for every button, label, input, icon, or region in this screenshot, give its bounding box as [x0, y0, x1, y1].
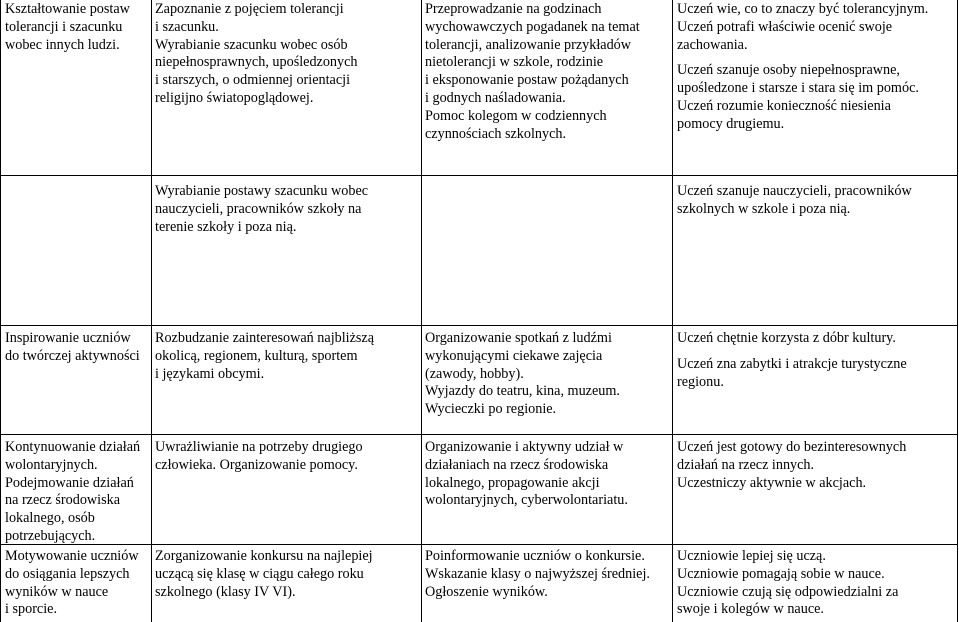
row1-outcome-cell — [677, 1, 928, 134]
cell-line: terenie szkoły i poza nią. — [155, 218, 297, 235]
row3-method-cell — [425, 330, 620, 419]
cell-line: Kształtowanie postaw — [5, 1, 130, 17]
row4-outcome-cell — [677, 439, 906, 492]
cell-line: tolerancji, analizowanie przykładów — [425, 36, 632, 53]
cell-line: Poinformowanie uczniów o konkursie. — [425, 548, 645, 564]
cell-line: i eksponowanie postaw pożądanych — [425, 72, 629, 89]
cell-line: Uczeń szanuje nauczycieli, pracowników — [677, 183, 912, 199]
cell-line: i sporcie. — [5, 601, 58, 618]
cell-line: Ogłoszenie wyników. — [425, 583, 548, 600]
cell-line: Uczeń szanuje osoby niepełnosprawne, — [677, 62, 900, 79]
cell-line: Wskazanie klasy o najwyższej średniej. — [425, 565, 650, 582]
cell-line: wolontaryjnych. — [5, 456, 98, 473]
cell-line: i językami obcymi. — [155, 365, 265, 382]
cell-line: Uczeń chętnie korzysta z dóbr kultury. — [677, 330, 896, 346]
row-divider-4 — [0, 544, 958, 545]
cell-line: wykonującymi ciekawe zajęcia — [425, 347, 603, 364]
row5-task-cell — [155, 548, 373, 601]
row5-outcome-cell — [677, 548, 898, 619]
cell-line: do osiągania lepszych — [5, 565, 130, 582]
row5-goal-cell — [5, 548, 139, 619]
column-divider-2 — [421, 0, 422, 622]
row-divider-2 — [0, 325, 958, 326]
cell-line: niepełnosprawnych, upośledzonych — [155, 54, 358, 71]
row3-goal-cell — [5, 330, 140, 366]
cell-line: działaniach na rzecz środowiska — [425, 456, 609, 473]
cell-line: religijno światopoglądowej. — [155, 89, 314, 106]
cell-line: wychowawczych pogadanek na temat — [425, 18, 640, 35]
cell-line: Uczestniczy aktywnie w akcjach. — [677, 474, 867, 491]
cell-line: Motywowanie uczniów — [5, 548, 139, 564]
row5-method-cell — [425, 548, 650, 601]
cell-line: Zorganizowanie konkursu na najlepiej — [155, 548, 373, 564]
paragraph-gap — [677, 348, 907, 356]
row2-task-cell — [155, 183, 368, 236]
cell-line: Wycieczki po regionie. — [425, 401, 557, 418]
cell-line: wobec innych ludzi. — [5, 36, 120, 53]
row4-task-cell — [155, 439, 363, 475]
cell-line: Uczeń potrafi właściwie ocenić swoje — [677, 18, 893, 35]
row3-task-cell — [155, 330, 374, 383]
cell-line: Organizowanie spotkań z ludźmi — [425, 330, 612, 346]
cell-line: okolicą, regionem, kulturą, sportem — [155, 347, 358, 364]
row-divider-3 — [0, 434, 958, 435]
cell-line: Uczeń jest gotowy do bezinteresownych — [677, 439, 907, 455]
cell-line: uczącą się klasę w ciągu całego roku — [155, 565, 364, 582]
cell-line: Rozbudzanie zainteresowań najbliższą — [155, 330, 375, 346]
cell-line: i godnych naśladowania. — [425, 89, 566, 106]
cell-line: szkolnych w szkole i poza nią. — [677, 200, 851, 217]
cell-line: potrzebujących. — [5, 527, 96, 544]
cell-line: czynnościach szkolnych. — [425, 125, 567, 142]
row1-task-cell — [155, 1, 358, 108]
row4-goal-cell — [5, 439, 140, 546]
paragraph-gap — [677, 54, 928, 62]
row1-method-cell — [425, 1, 640, 143]
cell-line: tolerancji i szacunku — [5, 18, 123, 35]
cell-line: Organizowanie i aktywny udział w — [425, 439, 624, 455]
row-divider-1 — [0, 175, 958, 176]
cell-line: zachowania. — [677, 36, 748, 53]
cell-line: Wyrabianie postawy szacunku wobec — [155, 183, 369, 199]
cell-line: lokalnego, propagowanie akcji — [425, 474, 600, 491]
row4-method-cell — [425, 439, 628, 510]
cell-line: Uczniowie pomagają sobie w nauce. — [677, 565, 885, 582]
cell-line: Inspirowanie uczniów — [5, 330, 131, 346]
cell-line: upośledzone i starsze i stara się im pomóc. — [677, 80, 919, 97]
cell-line: Uczniowie lepiej się uczą. — [677, 548, 826, 564]
cell-line: regionu. — [677, 373, 724, 390]
cell-line: Uczniowie czują się odpowiedzialni za — [677, 583, 899, 600]
cell-line: Kontynuowanie działań — [5, 439, 141, 455]
cell-line: Podejmowanie działań — [5, 474, 134, 491]
cell-line: wolontaryjnych, cyberwolontariatu. — [425, 492, 628, 509]
cell-line: Uczeń zna zabytki i atrakcje turystyczne — [677, 355, 907, 372]
cell-line: Przeprowadzanie na godzinach — [425, 1, 602, 17]
cell-line: człowieka. Organizowanie pomocy. — [155, 456, 358, 473]
cell-line: szkolnego (klasy IV VI). — [155, 583, 296, 600]
table-border-left — [0, 0, 1, 622]
row1-goal-cell — [5, 1, 130, 54]
cell-line: nauczycieli, pracowników szkoły na — [155, 200, 362, 217]
cell-line: lokalnego, osób — [5, 510, 95, 527]
cell-line: do twórczej aktywności — [5, 347, 140, 364]
cell-line: Uczeń wie, co to znaczy być tolerancyjnym. — [677, 1, 929, 17]
row3-outcome-cell — [677, 330, 907, 391]
cell-line: Pomoc kolegom w codziennych — [425, 107, 607, 124]
cell-line: działań na rzecz innych. — [677, 456, 815, 473]
row2-outcome-cell — [677, 183, 912, 219]
table-border-right — [957, 0, 958, 622]
cell-line: Uczeń rozumie konieczność niesienia — [677, 97, 891, 114]
cell-line: i szacunku. — [155, 18, 219, 35]
cell-line: Wyrabianie szacunku wobec osób — [155, 36, 348, 53]
cell-line: Wyjazdy do teatru, kina, muzeum. — [425, 383, 620, 400]
cell-line: pomocy drugiemu. — [677, 115, 785, 132]
cell-line: na rzecz środowiska — [5, 492, 121, 509]
cell-line: Zapoznanie z pojęciem tolerancji — [155, 1, 344, 17]
cell-line: nietolerancji w szkole, rodzinie — [425, 54, 604, 71]
cell-line: (zawody, hobby). — [425, 365, 524, 382]
column-divider-3 — [672, 0, 673, 622]
cell-line: Uwrażliwianie na potrzeby drugiego — [155, 439, 363, 455]
cell-line: wyników w nauce — [5, 583, 109, 600]
cell-line: swoje i kolegów w nauce. — [677, 601, 824, 618]
cell-line: i starszych, o odmiennej orientacji — [155, 72, 351, 89]
column-divider-1 — [151, 0, 152, 622]
